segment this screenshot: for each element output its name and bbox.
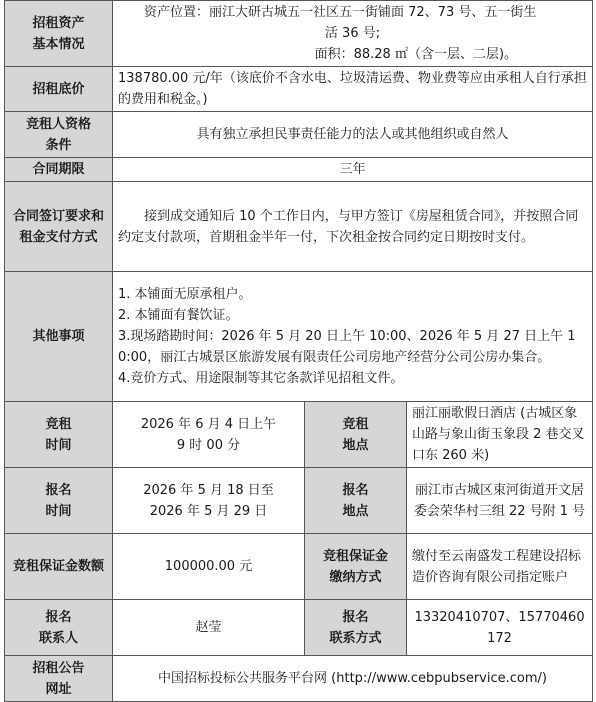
value-bidding-time: 2026 年 6 月 4 日上午 9 时 00 分 xyxy=(113,402,305,468)
row-registration xyxy=(5,468,593,534)
asset-location-cont: 活 36 号; xyxy=(324,26,381,41)
row-deposit xyxy=(5,534,593,600)
value-registration-time: 2026 年 5 月 18 日至 2026 年 5 月 29 日 xyxy=(113,468,305,534)
row-announcement xyxy=(5,656,593,702)
value-basic-info xyxy=(113,1,593,67)
label-reserve-price: 招租底价 xyxy=(5,67,113,112)
value-announcement: 中国招标投标公共服务平台网 (http://www.cebpubservice.com/) xyxy=(113,656,593,702)
row-contract-term xyxy=(5,158,593,182)
label-registration-place: 报名 地点 xyxy=(305,468,407,534)
asset-location: 资产位置：丽江大研古城五一社区五一街铺面 72、73 号、五一街生 xyxy=(144,5,537,20)
label-registration-time: 报名 时间 xyxy=(5,468,113,534)
label-bidding-place: 竞租 地点 xyxy=(305,402,407,468)
other-item: 2. 本铺面有餐饮证。 xyxy=(118,308,239,323)
asset-area: 面积：88.28 ㎡（含一层、二层)。 xyxy=(314,47,518,62)
row-reserve-price xyxy=(5,67,593,112)
value-contact-phone: 13320410707、15770460172 xyxy=(407,600,593,656)
other-item: 1. 本铺面无原承租户。 xyxy=(118,287,252,302)
other-item: 4.竞价方式、用途限制等其它条款详见招租文件。 xyxy=(118,371,404,386)
value-contact-person: 赵莹 xyxy=(113,600,305,656)
label-basic-info: 招租资产 基本情况 xyxy=(5,1,113,67)
value-contract-signing: 接到成交通知后 10 个工作日内，与甲方签订《房屋租赁合同》，并按照合同约定支付款项，首期租金半年一付，下次租金按合同约定日期按时支付。 xyxy=(113,182,593,272)
label-contract-signing: 合同签订要求和 租金支付方式 xyxy=(5,182,113,272)
row-other-matters xyxy=(5,272,593,402)
row-contact xyxy=(5,600,593,656)
value-qualification: 具有独立承担民事责任能力的法人或其他组织或自然人 xyxy=(113,112,593,158)
label-deposit-method: 竞租保证金 缴纳方式 xyxy=(305,534,407,600)
rental-info-table xyxy=(4,0,593,702)
label-qualification: 竞租人资格 条件 xyxy=(5,112,113,158)
row-contract-signing xyxy=(5,182,593,272)
label-other-matters: 其他事项 xyxy=(5,272,113,402)
row-bidding xyxy=(5,402,593,468)
value-deposit-amount: 100000.00 元 xyxy=(113,534,305,600)
value-reserve-price: 138780.00 元/年（该底价不含水电、垃圾清运费、物业费等应由承租人自行承担的费用和税金。) xyxy=(113,67,593,112)
value-other-matters xyxy=(113,272,593,402)
label-deposit-amount: 竞租保证金数额 xyxy=(5,534,113,600)
value-deposit-method: 缴付至云南盛发工程建设招标造价咨询有限公司指定账户 xyxy=(407,534,593,600)
value-bidding-place: 丽江丽歌假日酒店 (古城区象山路与象山街玉象段 2 巷交叉口东 260 米) xyxy=(407,402,593,468)
label-contract-term: 合同期限 xyxy=(5,158,113,182)
value-contract-term: 三年 xyxy=(113,158,593,182)
label-bidding-time: 竞租 时间 xyxy=(5,402,113,468)
label-contact-phone: 报名 联系方式 xyxy=(305,600,407,656)
row-qualification xyxy=(5,112,593,158)
label-announcement: 招租公告 网址 xyxy=(5,656,113,702)
label-contact-person: 报名 联系人 xyxy=(5,600,113,656)
other-item: 3.现场踏勘时间：2026 年 5 月 20 日上午 10:00、2026 年 5 月 27 日上午 10:00，丽江古城景区旅游发展有限责任公司房地产经营分公司公房办集合。 xyxy=(118,329,576,365)
value-registration-place: 丽江市古城区束河街道开文居委会荣华村三组 22 号附 1 号 xyxy=(407,468,593,534)
row-basic-info xyxy=(5,1,593,67)
